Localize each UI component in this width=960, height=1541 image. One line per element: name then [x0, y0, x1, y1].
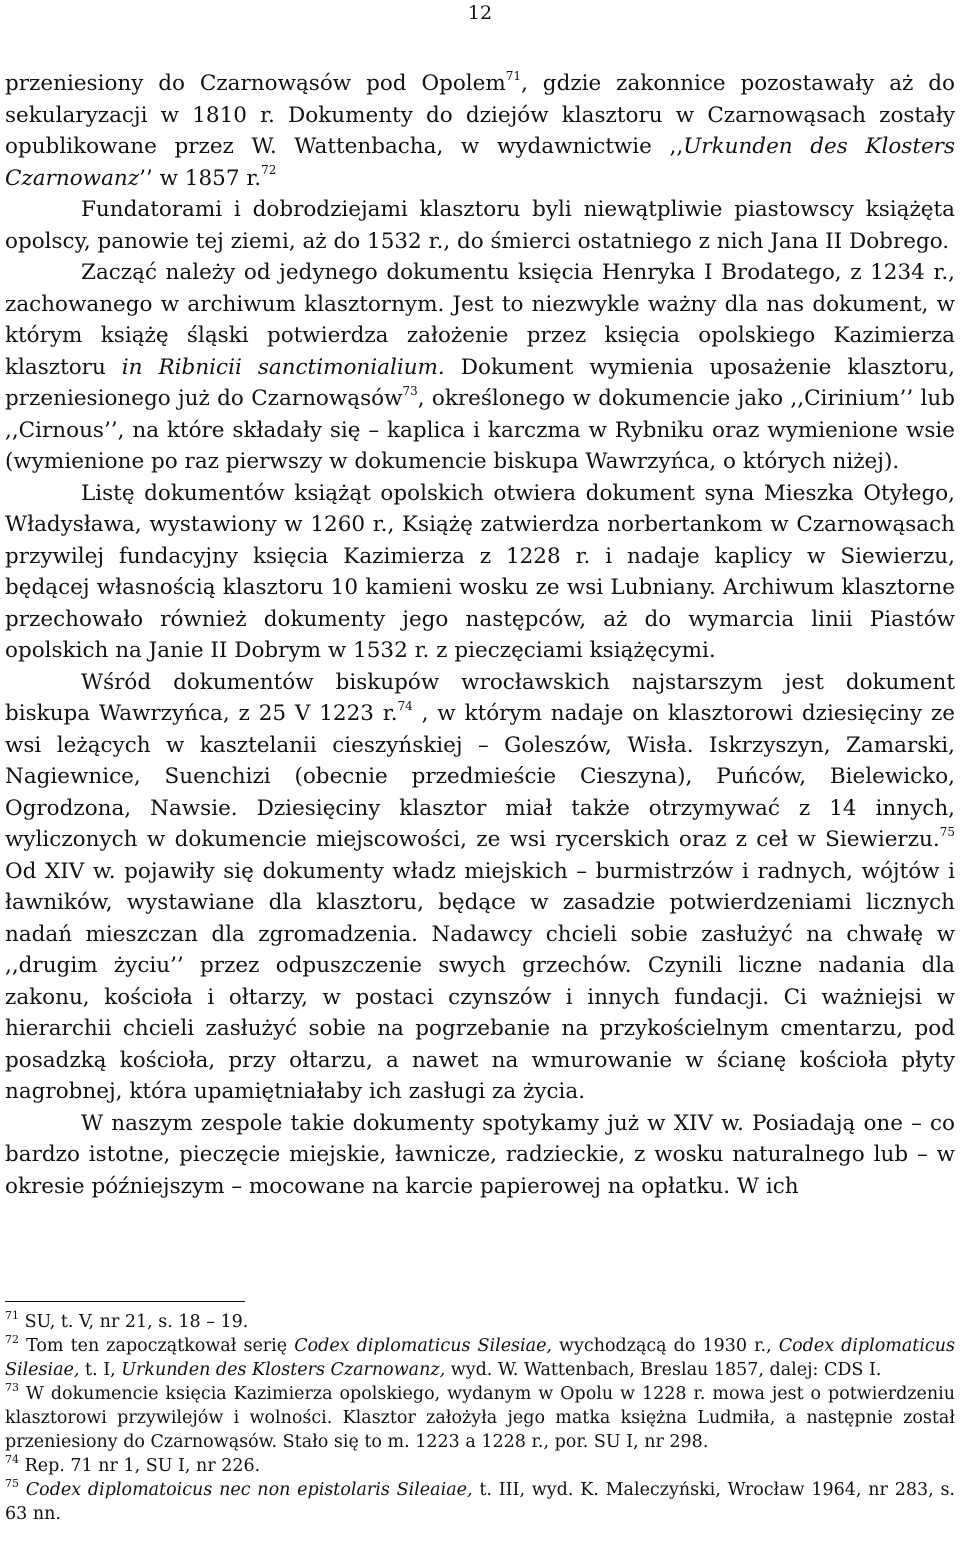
italic-text: Urkunden des Klosters Czarnowanz,	[121, 1360, 446, 1380]
text-run: , gdzie zakonnice pozostawały aż do sekularyzacji w 1810 r. Dokumenty do dziejów klasztoru w Czarnowąsach zostały opublikowane przez W. Wattenbacha, w wydawnictwie ,,	[5, 71, 955, 159]
text-run	[19, 1480, 26, 1500]
footnote-ref: 74	[397, 698, 413, 713]
italic-text: Codex diplomaticus Silesiae,	[294, 1336, 552, 1356]
text-run: Wśród dokumentów biskupów wrocławskich najstarszym jest dokument biskupa Wawrzyńca, z 25 V 1223 r.	[5, 669, 955, 726]
text-run: ’’ w 1857 r.	[139, 165, 262, 191]
italic-text: in Ribnicii sanctimonialium.	[121, 354, 445, 380]
text-run: wychodzącą do 1930 r.,	[551, 1336, 779, 1356]
footnote-ref: 75	[939, 824, 955, 839]
footnote-number: 71	[5, 1309, 19, 1323]
italic-text: Urkunden des Klosters Czarnowanz	[5, 134, 955, 191]
italic-text: Codex diplomatoicus nec non epistolaris Sileaiae,	[25, 1480, 473, 1500]
text-run: Fundatorami i dobrodziejami klasztoru byli niewątpliwie piastowscy książęta opolscy, panowie tej ziemi, aż do 1532 r., do śmierci ostatniego z nich Jana II Dobrego.	[5, 197, 955, 254]
text-run: t. I,	[79, 1360, 122, 1380]
footnote-number: 75	[5, 1477, 19, 1491]
text-run: Zacząć należy od jedynego dokumentu księcia Henryka I Brodatego, z 1234 r., zachowanego w archiwum klasztornym. Jest to niezwykle ważny dla nas dokument, w którym książę śląski potwierdza założenie przez księcia opolskiego Kazimierza klasztoru	[5, 260, 955, 380]
italic-text: Codex diplomaticus Silesiae,	[5, 1336, 955, 1380]
text-run: wyd. W. Wattenbach, Breslau 1857, dalej: CDS I.	[445, 1360, 882, 1380]
text-run: W dokumencie księcia Kazimierza opolskiego, wydanym w Opolu w 1228 r. mowa jest o potwierdzeniu klasztorowi przywilejów i wolności. Klasztor założyła jego matka księżna Ludmiła, a następnie został przeniesiony do Czarnowąsów. Stało się to m. 1223 a 1228 r., por. SU I, nr 298.	[5, 1384, 955, 1452]
footnote-ref: 71	[505, 68, 522, 83]
footnotes	[5, 1310, 955, 1526]
paragraph	[5, 257, 955, 478]
text-run: SU, t. V, nr 21, s. 18 – 19.	[19, 1312, 249, 1332]
text-run: przeniesiony do Czarnowąsów pod Opolem	[5, 71, 506, 96]
text-run: t. III, wyd. K. Maleczyński, Wrocław 1964, nr 283, s. 63 nn.	[5, 1480, 955, 1524]
footnote	[5, 1310, 955, 1334]
text-run: , określonego w dokumencie jako ,,Cirinium’’ lub ,,Cirnous’’, na które składały się – kaplica i karczma w Rybniku oraz wymienione wsie (wymienione po raz pierwszy w dokumencie biskupa Wawrzyńca, o których niżej).	[5, 386, 955, 474]
footnote-number: 74	[5, 1453, 19, 1467]
paragraph	[5, 68, 955, 194]
footnote-ref: 73	[402, 383, 418, 398]
page-number: 12	[467, 2, 493, 24]
paragraph	[5, 667, 955, 1108]
text-run: Rep. 71 nr 1, SU I, nr 226.	[19, 1456, 261, 1476]
paragraph	[5, 1108, 955, 1203]
text-run: , w którym nadaje on klasztorowi dziesięciny ze wsi leżących w kasztelanii cieszyńskiej – Goleszów, Wisła. Iskrzyszyn, Zamarski, Nagiewnice, Suenchizi (obecnie przedmieście Cieszyna), Puńców, Bielewicko, Ogrodzona, Nawsie. Dziesięciny klasztor miał także otrzymywać z 14 innych, wyliczonych w dokumencie miejscowości, ze wsi rycerskich oraz z ceł w Siewierzu.	[5, 701, 955, 852]
footnote	[5, 1454, 955, 1478]
text-run: Tom ten zapoczątkował serię	[19, 1336, 295, 1356]
footnote	[5, 1478, 955, 1526]
text-run: Dokument wymienia uposażenie klasztoru, przeniesionego już do Czarnowąsów	[5, 354, 955, 411]
footnote-separator	[5, 1301, 245, 1302]
footnote-ref: 72	[261, 163, 277, 178]
footnote	[5, 1382, 955, 1454]
footnote-number: 73	[5, 1381, 19, 1395]
text-run: W naszym zespole takie dokumenty spotykamy już w XIV w. Posiadają one – co bardzo istotne, pieczęcie miejskie, ławnicze, radzieckie, z wosku naturalnego lub – w okresie późniejszym – mocowane na karcie papierowej na opłatku. W ich	[5, 1110, 955, 1199]
paragraph	[5, 478, 955, 667]
main-text	[5, 68, 955, 1202]
text-run: Listę dokumentów książąt opolskich otwiera dokument syna Mieszka Otyłego, Władysława, wystawiony w 1260 r., Książę zatwierdza norbertankom w Czarnowąsach przywilej fundacyjny księcia Kazimierza z 1228 r. i nadaje kaplicy w Siewierzu, będącej własnością klasztoru 10 kamieni wosku ze wsi Lubniany. Archiwum klasztorne przechowało również dokumenty jego następców, aż do wymarcia linii Piastów opolskich na Janie II Dobrym w 1532 r. z pieczęciami książęcymi.	[5, 480, 955, 663]
paragraph	[5, 194, 955, 257]
text-run: Od XIV w. pojawiły się dokumenty władz miejskich – burmistrzów i radnych, wójtów i ławników, wystawiane dla klasztoru, będące w zasadzie potwierdzeniami licznych nadań mieszczan dla zgromadzenia. Nadawcy chcieli sobie zasłużyć na chwałę w ,,drugim życiu’’ przez odpuszczenie swych grzechów. Czynili liczne nadania dla zakonu, kościoła i ołtarzy, w postaci czynszów i innych fundacji. Ci ważniejsi w hierarchii chcieli zasłużyć sobie na pogrzebanie na przykościelnym cmentarzu, pod posadzką kościoła, przy ołtarzu, a nawet na wmurowanie w ścianę kościoła płyty nagrobnej, która upamiętniałaby ich zasługi za życia.	[5, 858, 955, 1104]
footnote-number: 72	[5, 1333, 19, 1347]
footnote	[5, 1334, 955, 1382]
